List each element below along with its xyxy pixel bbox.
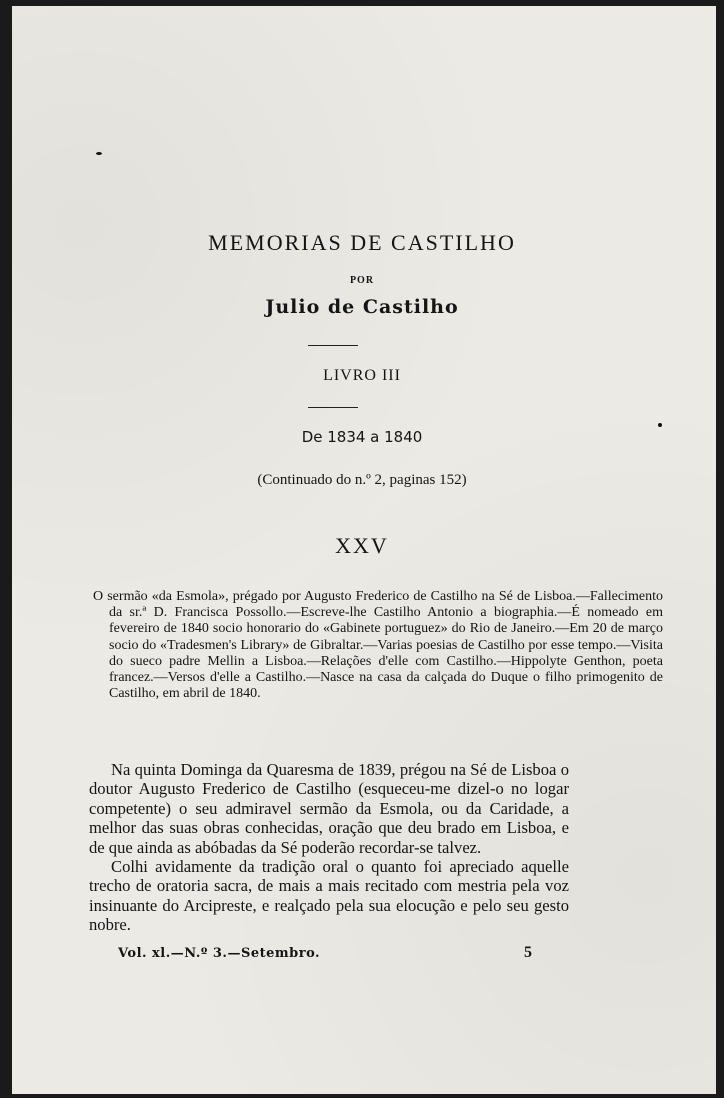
- page-number: 5: [524, 944, 532, 961]
- author-name: Julio de Castilho: [265, 296, 459, 318]
- divider: [308, 345, 358, 346]
- paragraph: Na quinta Dominga da Quaresma de 1839, prégou na Sé de Lisboa o doutor Augusto Frederico de Castilho (esqueceu-me dizel-o no logar competente) o seu admiravel sermão da Esmola, ou da Caridade, a melhor das suas obras conhecidas, oração que deu brado em Lisboa, e de que ainda as abóbadas da Sé poderão recordar-se talvez.: [89, 760, 569, 857]
- volume-footer: Vol. xl.—N.º 3.—Setembro.: [118, 946, 321, 961]
- body-text: [89, 760, 569, 935]
- ink-mark: [96, 152, 102, 155]
- book-label: LIVRO III: [323, 367, 401, 384]
- continued-note: (Continuado do n.º 2, paginas 152): [257, 472, 467, 488]
- ink-mark: [658, 423, 662, 427]
- by-label: POR: [349, 275, 375, 286]
- page-title: MEMORIAS DE CASTILHO: [208, 230, 516, 255]
- chapter-number: XXV: [335, 533, 389, 558]
- paragraph: Colhi avidamente da tradição oral o quanto foi apreciado aquelle trecho de oratoria sacra, de mais a mais recitado com mestria pela voz insinuante do Arcipreste, e realçado pela sua elocução e pelo seu gesto nobre.: [89, 857, 569, 935]
- divider: [308, 407, 358, 408]
- chapter-summary: O sermão «da Esmola», prégado por Augusto Frederico de Castilho na Sé de Lisboa.—Fallecimento da sr.ª D. Francisca Possollo.—Escreve-lhe Castilho Antonio a biographia.—É nomeado em fevereiro de 1840 socio honorario do «Gabinete portuguez» do Rio de Janeiro.—Em 20 de março socio do «Tradesmen's Library» de Gibraltar.—Varias poesias de Castilho por esse tempo.—Visita do sueco padre Mellin a Lisboa.—Relações d'elle com Castilho.—Hippolyte Genthon, poeta francez.—Versos d'elle a Castilho.—Nasce na casa da calçada do Duque o filho primogenito de Castilho, em abril de 1840.: [93, 589, 663, 702]
- date-range: De 1834 a 1840: [301, 428, 423, 446]
